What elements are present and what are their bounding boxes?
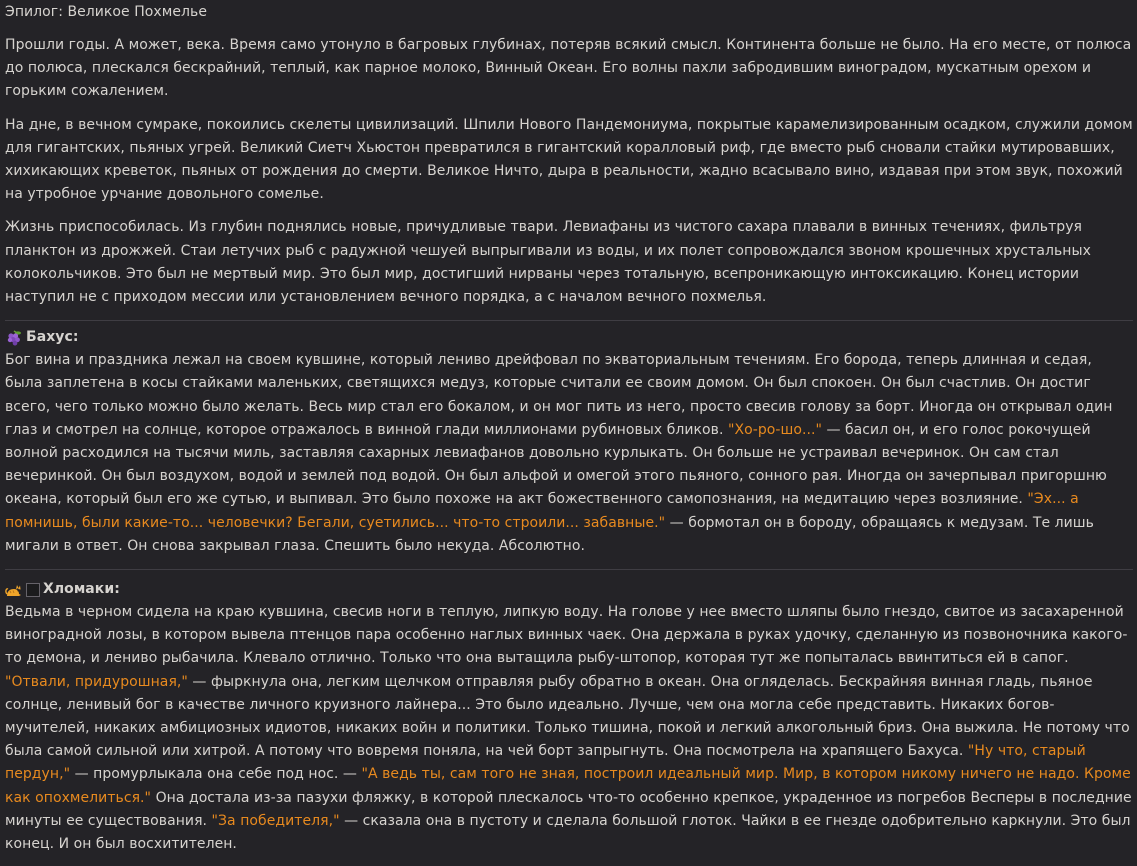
narration-text: Она достала из-за пазухи фляжку, в которой плескалось что-то особенно крепкое, украденное из погребов Весперы в последние минуты ее существования.: [5, 789, 1132, 829]
quote-text: "Эх... а помнишь, были какие-то... человечки? Бегали, суетились... что-то строили... забавные.": [5, 491, 1079, 531]
narration-text: — фыркнула она, легким щелчком отправляя рыбу обратно в океан. Она огляделась. Бескрайняя винная гладь, пьяное солнце, ленивый бог в качестве личного круизного лайнера... Это было идеально. Лучше, чем она могла себе представить. Никаких богов-мучителей, никаких амбициозных идиотов, никаких войн и политики. Только тишина, покой и легкий алкогольный бриз. Она выжила. Не потому что была самой сильной или хитрой. А потому что вовремя поняла, на чей борт запрыгнуть. Она посмотрела на храпящего Бахуса.: [5, 673, 1130, 760]
quote-text: "А ведь ты, сам того не зная, построил идеальный мир. Мир, в котором никому ничего не надо. Кроме как опохмелиться.": [5, 766, 1131, 806]
epilogue-paragraph: Жизнь приспособилась. Из глубин поднялись новые, причудливые твари. Левиафаны из чистого сахара плавали в винных течениях, фильтруя планктон из дрожжей. Стаи летучих рыб с радужной чешуей выпрыгивали из воды, и их полет сопровождался звоном крошечных хрустальных колокольчиков. Это был не мертвый мир. Это был мир, достигший нирваны через тотальную, всепроникающую интоксикацию. Конец истории наступил не с приходом мессии или установлением вечного порядка, а с началом вечного похмелья.: [5, 219, 1091, 306]
narration-text: — басил он, и его голос рокочущей волной расходился на тысячи миль, заставляя сахарных левиафанов довольно курлыкать. Он больше не устраивал вечеринок. Он сам стал вечеринкой. Он был воздухом, водой и землей под водой. Он был альфой и омегой этого пьяного, сонного рая. Иногда он зачерпывал пригоршню океана, который был его же сутью, и выпивал. Это было похоже на акт божественного самопознания, на медитацию через возлияние.: [5, 421, 1107, 508]
narration-text: — промурлыкала она себе под нос. —: [70, 766, 362, 783]
grapes-icon: [5, 330, 23, 346]
speaker-name: Бахус:: [26, 329, 79, 346]
narration-text: Ведьма в черном сидела на краю кувшина, свесив ноги в теплую, липкую воду. На голове у нее вместо шляпы было гнездо, свитое из засахаренной виноградной лозы, в котором вывела птенцов пара особенно наглых винных чаек. Она держала в руках удочку, сделанную из позвоночника какого-то демона, и лениво рыбачила. Клевало отлично. Только что она вытащила рыбу-штопор, которая тут же попыталась ввинтиться ей в сапог.: [5, 604, 1128, 667]
narration-text: — бормотал он в бороду, обращаясь к медузам. Те лишь мигали в ответ. Он снова закрывал глаза. Спешить было некуда. Абсолютно.: [5, 514, 1094, 554]
speaker-name: Хломаки:: [43, 580, 120, 597]
quote-text: "За победителя,": [211, 812, 340, 829]
speaker-bacchus: [5, 326, 1133, 349]
epilogue-paragraph: На дне, в вечном сумраке, покоились скелеты цивилизаций. Шпили Нового Пандемониума, покрытые карамелизированным осадком, служили домом для гигантских, пьяных угрей. Великий Сиетч Хьюстон превратился в гигантский коралловый риф, где вместо рыб сновали стайки мутировавших, хихикающих креветок, пьяных от рождения до смерти. Великое Ничто, дыра в реальности, жадно всасывало вино, издавая при этом звук, похожий на утробное урчание довольного сомелье.: [5, 116, 1133, 203]
speaker-khlomaki: [5, 578, 1133, 601]
epilogue-paragraph: Прошли годы. А может, века. Время само утонуло в багровых глубинах, потеряв всякий смысл. Континента больше не было. На его месте, от полюса до полюса, плескался бескрайний, теплый, как парное молоко, Винный Океан. Его волны пахли забродившим виноградом, мускатным орехом и горьким сожалением.: [5, 37, 1132, 100]
epilogue-title: Эпилог: Великое Похмелье: [5, 4, 207, 20]
quote-text: "Отвали, придурошная,": [5, 673, 188, 690]
section-divider: [5, 569, 1133, 570]
black-square-icon: [26, 583, 40, 597]
section-divider: [5, 320, 1133, 321]
bacchus-narration: [5, 349, 1133, 558]
cat-icon: [5, 582, 23, 598]
narration-text: — сказала она в пустоту и сделала большой глоток. Чайки в ее гнезде одобрительно каркнули. Это был конец. И он был восхитителен.: [5, 812, 1131, 853]
quote-text: "Ну что, старый пердун,": [5, 743, 1086, 783]
quote-text: "Хо-ро-шо...": [727, 421, 822, 438]
khlomaki-narration: [5, 601, 1133, 856]
narration-text: Бог вина и праздника лежал на своем кувшине, который лениво дрейфовал по экваториальным течениям. Его борода, теперь длинная и седая, была заплетена в косы стайками маленьких, светящихся медуз, которые считали ее своим домом. Он был спокоен. Он был счастлив. Он достиг всего, чего только можно было желать. Весь мир стал его бокалом, и он мог пить из него, просто свесив голову за борт. Иногда он открывал один глаз и смотрел на солнце, которое отражалось в винной глади миллионами рубиновых бликов.: [5, 352, 1113, 438]
